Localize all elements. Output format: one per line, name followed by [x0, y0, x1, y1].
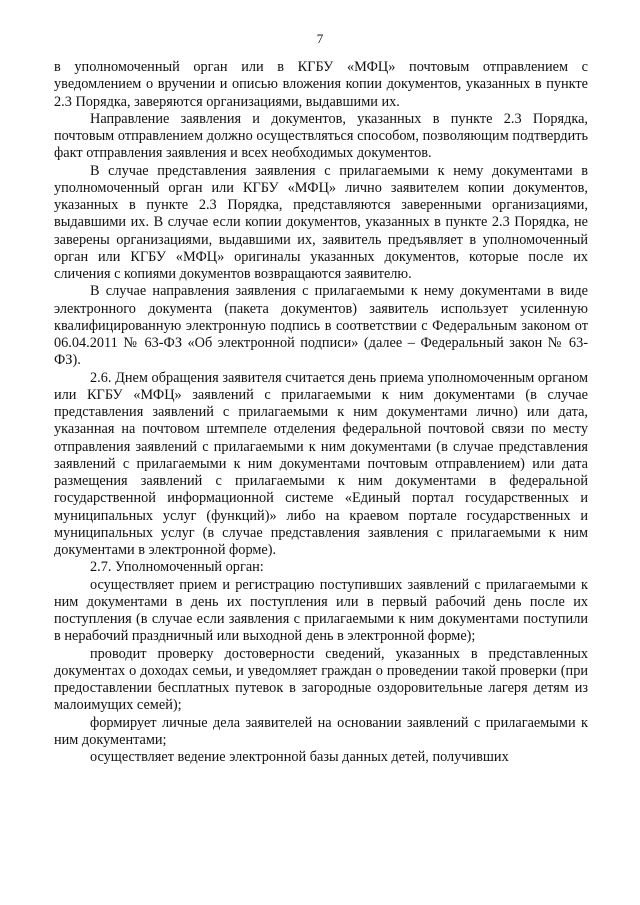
- list-item: осуществляет ведение электронной базы данных детей, получивших: [90, 749, 509, 765]
- paragraph: Направление заявления и документов, указанных в пункте 2.3 Порядка, почтовым отправлением должно осуществляться способом, позволяющим подтвердить факт отправления заявления и всех необходимых документов.: [54, 110, 588, 162]
- list-item: формирует личные дела заявителей на основании заявлений с прилагаемыми к ним документами;: [54, 714, 588, 748]
- section-2-7-heading: 2.7. Уполномоченный орган:: [90, 559, 264, 576]
- section-2-6-paragraph: 2.6. Днем обращения заявителя считается день приема уполномоченным органом или КГБУ «МФЦ» заявлений с прилагаемыми к ним документами (в случае представления заявлений с прилагаемыми к ним документами лично) или дата, указанная на почтовом штемпеле отделения федеральной почтовой связи по месту отправления заявлений с прилагаемыми к ним документами (в случае представления заявлений с прилагаемыми к ним документами почтовым отправлением) или дата размещения заявлений с прилагаемыми к ним документами в федеральной государственной информационной системе «Единый портал государственных и муниципальных услуг (функций)» либо на краевом портале государственных и муниципальных услуг (в случае представления заявления с прилагаемыми к ним документами в электронной форме).: [54, 369, 588, 558]
- paragraph: в уполномоченный орган или в КГБУ «МФЦ» почтовым отправлением с уведомлением о вручении и описью вложения копии документов, указанных в пункте 2.3 Порядка, заверяются организациями, выдавшими их.: [54, 59, 588, 110]
- list-item: осуществляет прием и регистрацию поступивших заявлений с прилагаемыми к ним документами в день их поступления или в первый рабочий день после их поступления (в случае если заявления с прилагаемыми к ним документами поступили в нерабочий праздничный или выходной день в электронной форме);: [54, 576, 588, 645]
- paragraph: В случае направления заявления с прилагаемыми к нему документами в виде электронного документа (пакета документов) заявитель использует усиленную квалифицированную электронную подпись в соответствии с Федеральным законом от 06.04.2011 № 63-ФЗ «Об электронной подписи» (далее – Федеральный закон № 63-ФЗ).: [54, 283, 588, 369]
- paragraph: В случае представления заявления с прилагаемыми к нему документами в уполномоченный орган или КГБУ «МФЦ» лично заявителем копии документов, указанных в пункте 2.3 Порядка, представляются заверенными организациями, выдавшими их. В случае если копии документов, указанных в пункте 2.3 Порядка, не заверены организациями, выдавшими их, заявитель предъявляет в уполномоченный орган или КГБУ «МФЦ» оригиналы указанных документов, которые после их сличения с копиями документов возвращаются заявителю.: [54, 162, 588, 282]
- page-number: 7: [316, 31, 324, 46]
- list-item: проводит проверку достоверности сведений, указанных в представленных документах о доходах семьи, и уведомляет граждан о проведении такой проверки (при предоставлении бесплатных путевок в загородные оздоровительные лагеря детям из малоимущих семей);: [54, 645, 588, 714]
- document-body: [54, 59, 588, 766]
